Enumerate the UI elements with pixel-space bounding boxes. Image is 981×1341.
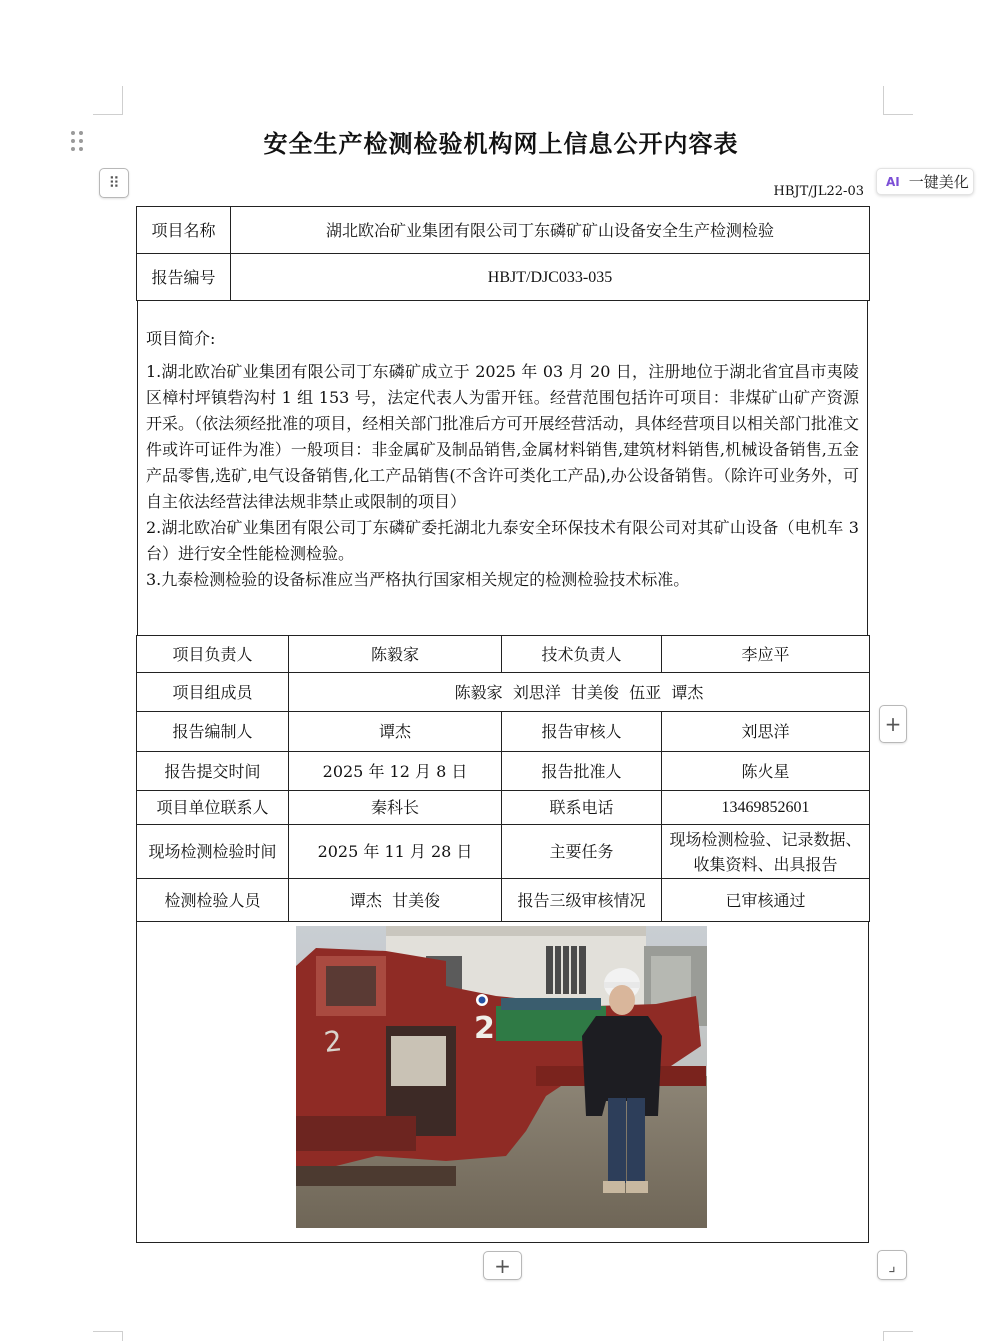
project-name-value: 湖北欧冶矿业集团有限公司丁东磷矿矿山设备安全生产检测检验 <box>231 207 870 254</box>
contact-value: 秦科长 <box>289 791 502 825</box>
main-task-value: 现场检测检验、记录数据、收集资料、出具报告 <box>662 825 870 879</box>
site-photo <box>296 926 707 1228</box>
project-leader-label: 项目负责人 <box>137 636 289 673</box>
table-row <box>137 673 870 712</box>
intro-paragraph-2: 2.湖北欧冶矿业集团有限公司丁东磷矿委托湖北九泰安全环保技术有限公司对其矿山设备（电机车 3 台）进行安全性能检测检验。 <box>146 518 859 563</box>
tech-leader-value: 李应平 <box>662 636 870 673</box>
approver-value: 陈火星 <box>662 752 870 791</box>
main-task-label: 主要任务 <box>502 825 662 879</box>
contact-label: 项目单位联系人 <box>137 791 289 825</box>
inspectors-value: 谭杰 甘美俊 <box>289 879 502 922</box>
crop-mark-top-right <box>883 86 913 115</box>
submit-time-label: 报告提交时间 <box>137 752 289 791</box>
table-row <box>137 752 870 791</box>
table-row <box>137 712 870 752</box>
tech-leader-label: 技术负责人 <box>502 636 662 673</box>
ai-beautify-label: 一键美化 <box>908 173 969 191</box>
project-intro <box>137 300 868 635</box>
add-row-button[interactable] <box>879 705 907 743</box>
phone-value: 13469852601 <box>662 791 870 825</box>
members-value: 陈毅家 刘思洋 甘美俊 伍亚 谭杰 <box>289 673 870 712</box>
site-time-label: 现场检测检验时间 <box>137 825 289 879</box>
members-label: 项目组成员 <box>137 673 289 712</box>
table-row <box>137 791 870 825</box>
intro-paragraph-1: 1.湖北欧冶矿业集团有限公司丁东磷矿成立于 2025 年 03 月 20 日，注册地位于湖北省宜昌市夷陵区樟村坪镇砦沟村 1 组 153 号，法定代表人为雷开钰。经营范围包括许可项目：非煤矿山矿产资源开采。（依法须经批准的项目，经相关部门批准后方可开展经营活动，具体经营项目以相关部门批准文件或许可证件为准）一般项目：非金属矿及制品销售,金属材料销售,建筑材料销售,机械设备销售,五金产品零售,选矿,电气设备销售,化工产品销售(不含许可类化工产品),办公设备销售。（除许可业务外，可自主依法经营法律法规非禁止或限制的项目） <box>146 362 859 511</box>
document-number: HBJT/JL22-03 <box>773 184 864 199</box>
review-status-label: 报告三级审核情况 <box>502 879 662 922</box>
document-title: 安全生产检测检验机构网上信息公开内容表 <box>263 129 739 158</box>
intro-paragraph-3: 3.九泰检测检验的设备标准应当严格执行国家相关规定的检测检验技术标准。 <box>146 570 690 589</box>
approver-label: 报告批准人 <box>502 752 662 791</box>
site-time-value: 2025 年 11 月 28 日 <box>289 825 502 879</box>
compiler-label: 报告编制人 <box>137 712 289 752</box>
phone-label: 联系电话 <box>502 791 662 825</box>
add-column-button[interactable] <box>483 1251 522 1280</box>
table-grip-icon: ⠿ <box>108 174 120 192</box>
table-row <box>137 636 870 673</box>
reviewer-value: 刘思洋 <box>662 712 870 752</box>
ai-icon: AI <box>886 174 900 189</box>
table-menu-button[interactable] <box>99 168 129 198</box>
resize-corner-icon: ⌟ <box>888 1255 896 1275</box>
inspectors-label: 检测检验人员 <box>137 879 289 922</box>
compiler-value: 谭杰 <box>289 712 502 752</box>
intro-heading: 项目简介: <box>146 329 216 348</box>
plus-icon: + <box>884 712 902 736</box>
report-number-value: HBJT/DJC033-035 <box>231 254 870 301</box>
resize-table-button[interactable] <box>877 1250 907 1280</box>
ai-beautify-button[interactable] <box>876 168 974 195</box>
submit-time-value: 2025 年 12 月 8 日 <box>289 752 502 791</box>
table-row <box>137 879 870 922</box>
table-row <box>137 207 870 254</box>
report-number-label: 报告编号 <box>137 254 231 301</box>
project-name-label: 项目名称 <box>137 207 231 254</box>
table-row <box>137 254 870 301</box>
reviewer-label: 报告审核人 <box>502 712 662 752</box>
header-table <box>136 206 870 301</box>
crop-mark-top-left <box>93 86 123 115</box>
plus-icon: + <box>494 1253 511 1278</box>
project-leader-value: 陈毅家 <box>289 636 502 673</box>
vehicle-number-side: 2 <box>322 1024 344 1059</box>
table-row <box>137 825 870 879</box>
vehicle-number: 2 <box>474 1011 495 1046</box>
review-status-value: 已审核通过 <box>662 879 870 922</box>
details-table <box>136 635 870 922</box>
